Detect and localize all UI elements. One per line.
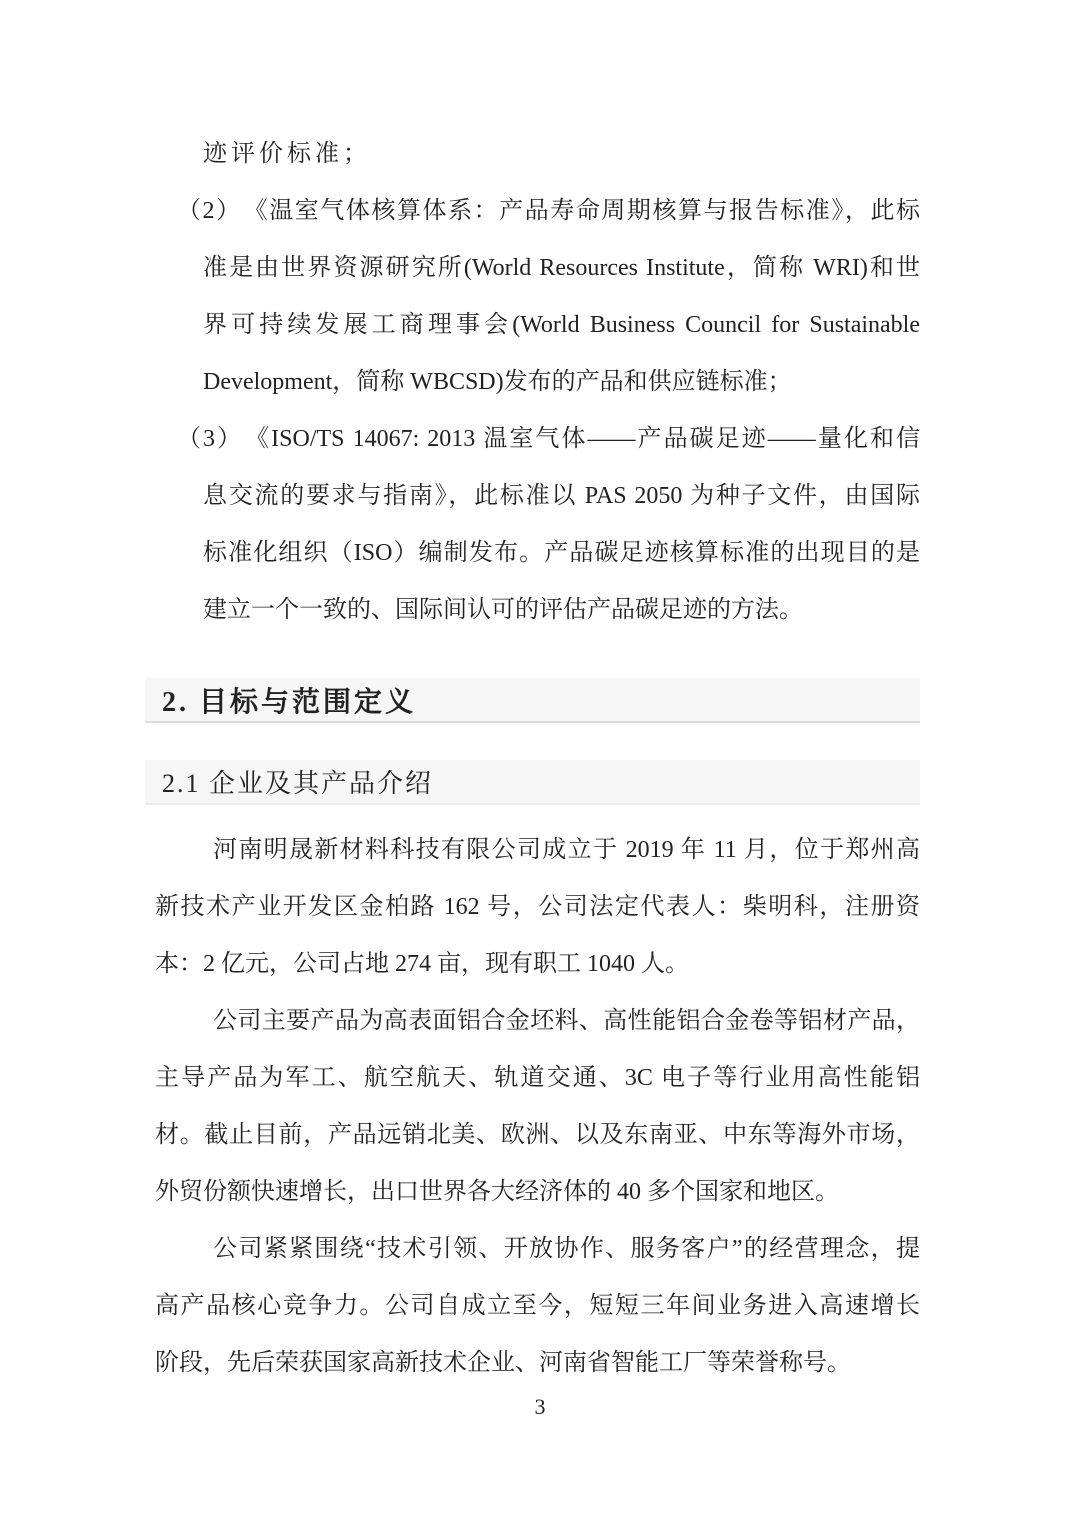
list-item-2-line-1	[155, 183, 920, 240]
page-number: 3	[534, 1394, 546, 1419]
section-heading-2-1-text: 2.1 企业及其产品介绍	[162, 769, 434, 798]
list-item-3-line-4: 建立一个一致的、国际间认可的评估产品碳足迹的方法。	[203, 597, 803, 623]
company-intro-block	[155, 822, 920, 1392]
para-2-line-4: 外贸份额快速增长，出口世界各大经济体的 40 多个国家和地区。	[155, 1179, 839, 1205]
list-item-2-line-2: 准是由世界资源研究所(World Resources Institute，简称 WRI)和世	[203, 255, 920, 281]
para-2-line-3: 材。截止目前，产品远销北美、欧洲、以及东南亚、中东等海外市场，	[155, 1122, 920, 1148]
list-item-2-marker: （2）	[177, 198, 242, 224]
para-1-line-1: 河南明晟新材料科技有限公司成立于 2019 年 11 月，位于郑州高	[213, 837, 920, 863]
list-item-3-text: 《ISO/TS 14067: 2013 温室气体——产品碳足迹——量化和信	[257, 426, 920, 452]
list-item-3-line-1	[155, 411, 920, 468]
standards-list-block	[155, 126, 920, 639]
list-item-1-continuation-line: 迹评价标准；	[203, 141, 371, 167]
para-3-line-3: 阶段，先后荣获国家高新技术企业、河南省智能工厂等荣誉称号。	[155, 1350, 851, 1376]
list-item-3-line-3: 标准化组织（ISO）编制发布。产品碳足迹核算标准的出现目的是	[203, 540, 920, 566]
list-item-2-text: 《温室气体核算体系：产品寿命周期核算与报告标准》，此标	[255, 198, 920, 224]
list-item-2-line-4: Development，简称 WBCSD)发布的产品和供应链标准；	[203, 369, 792, 395]
list-item-3-line-2: 息交流的要求与指南》，此标准以 PAS 2050 为种子文件，由国际	[203, 483, 920, 509]
section-heading-2	[145, 678, 920, 723]
para-3-line-1: 公司紧紧围绕“技术引领、开放协作、服务客户”的经营理念，提	[213, 1236, 920, 1262]
para-2-line-2: 主导产品为军工、航空航天、轨道交通、3C 电子等行业用高性能铝	[155, 1065, 920, 1091]
para-2-line-1: 公司主要产品为高表面铝合金坯料、高性能铝合金卷等铝材产品，	[213, 1008, 920, 1034]
section-heading-2-text: 2. 目标与范围定义	[162, 686, 417, 718]
list-item-3-marker: （3）	[177, 426, 244, 452]
para-1-line-3: 本：2 亿元，公司占地 274 亩，现有职工 1040 人。	[155, 951, 689, 977]
para-3-line-2: 高产品核心竞争力。公司自成立至今，短短三年间业务进入高速增长	[155, 1293, 920, 1319]
section-heading-2-1	[145, 760, 920, 805]
list-item-2-line-3: 界可持续发展工商理事会(World Business Council for Sustainable	[203, 312, 920, 338]
para-1-line-2: 新技术产业开发区金柏路 162 号，公司法定代表人：柴明科，注册资	[155, 894, 920, 920]
